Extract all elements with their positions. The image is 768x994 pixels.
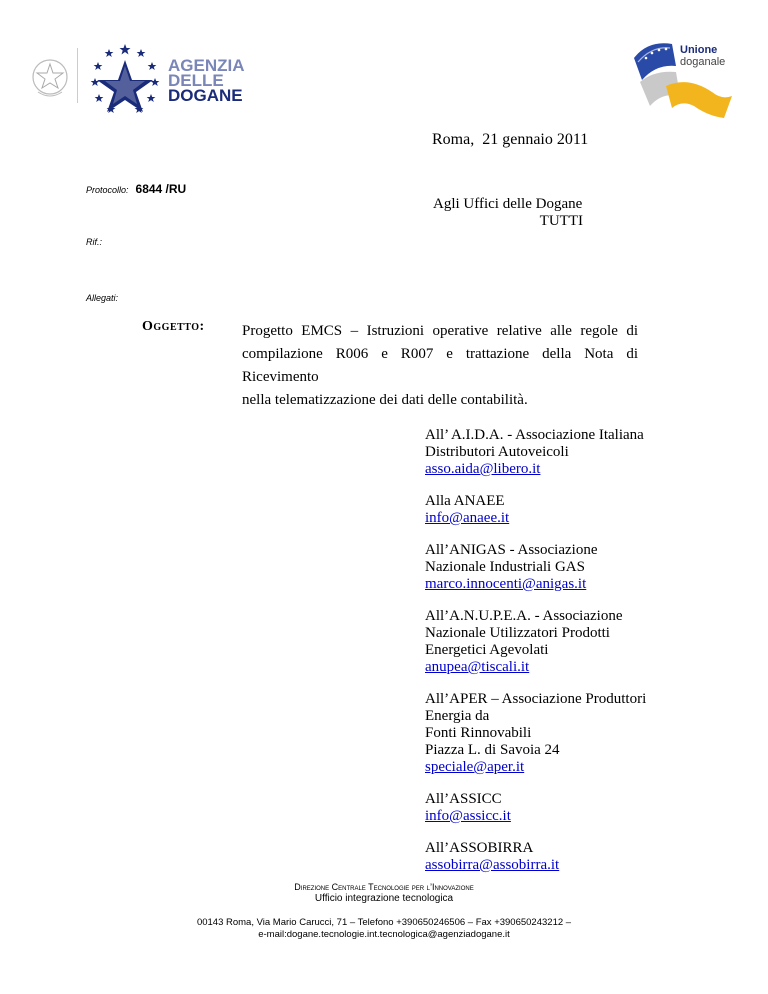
union-logo-line2: doganale: [680, 56, 726, 68]
recipient-email-link[interactable]: anupea@tiscali.it: [425, 659, 530, 675]
recipient-line: Energia da: [425, 708, 490, 724]
subject-line: Progetto EMCS – Istruzioni operative relative alle regole di: [242, 323, 638, 339]
logo-divider: [77, 48, 78, 103]
recipient-line: All’APER – Associazione Produttori: [425, 691, 647, 707]
subject-line: nella telematizzazione dei dati delle contabilità.: [242, 392, 528, 408]
recipient-line: All’ASSICC: [425, 791, 502, 807]
agency-logo-line1: AGENZIA: [168, 56, 245, 75]
recipient-email-link[interactable]: marco.innocenti@anigas.it: [425, 576, 587, 592]
recipient-aper: [425, 691, 685, 776]
recipient-assicc: [425, 791, 685, 825]
recipient-anupea: [425, 608, 685, 676]
recipient-line: All’A.N.U.P.E.A. - Associazione: [425, 608, 623, 624]
subject-line: compilazione R006 e R007 e trattazione della Nota di Ricevimento: [242, 346, 638, 385]
footer-office: Ufficio integrazione tecnologica: [314, 893, 454, 904]
addressee-line1: Agli Uffici delle Dogane: [433, 196, 583, 212]
recipient-email-link[interactable]: asso.aida@libero.it: [425, 461, 541, 477]
recipient-line: Energetici Agevolati: [425, 642, 549, 658]
recipient-email-link[interactable]: info@anaee.it: [425, 510, 510, 526]
recipient-line: Nazionale Utilizzatori Prodotti: [425, 625, 610, 641]
recipient-anaee: [425, 493, 685, 527]
recipient-line: Nazionale Industriali GAS: [425, 559, 585, 575]
place-date: Roma, 21 gennaio 2011: [432, 131, 589, 148]
agency-logo: [30, 40, 250, 115]
footer-address: 00143 Roma, Via Mario Carucci, 71 – Telefono +390650246506 – Fax +390650243212 –: [196, 917, 572, 928]
eu-stars-icon: [85, 40, 165, 115]
recipient-line: Fonti Rinnovabili: [425, 725, 532, 741]
recipient-anigas: [425, 542, 685, 593]
subject-text: [242, 320, 638, 412]
republic-emblem-icon: [30, 52, 70, 102]
protocol-value: 6844 /RU: [135, 182, 187, 196]
recipient-line: Distributori Autoveicoli: [425, 444, 569, 460]
rif-label: Rif.:: [86, 237, 103, 247]
protocol-label: Protocollo:: [86, 185, 129, 195]
recipient-email-link[interactable]: assobirra@assobirra.it: [425, 857, 560, 873]
protocol: [86, 180, 186, 198]
recipient-line: All’ANIGAS - Associazione: [425, 542, 598, 558]
allegati-label: Allegati:: [86, 293, 119, 303]
union-logo: [628, 36, 748, 118]
recipient-aida: [425, 427, 685, 478]
recipient-line: All’ASSOBIRRA: [425, 840, 534, 856]
addressee: [433, 196, 583, 230]
recipient-assobirra: [425, 840, 685, 874]
footer: [0, 882, 768, 941]
footer-email[interactable]: e-mail:dogane.tecnologie.int.tecnologica@agenziadogane.it: [258, 929, 510, 940]
recipient-line: All’ A.I.D.A. - Associazione Italiana: [425, 427, 644, 443]
agency-logo-line2: DELLE: [168, 71, 224, 90]
subject-label: Oggetto:: [142, 319, 205, 334]
recipient-email-link[interactable]: info@assicc.it: [425, 808, 511, 824]
footer-direction: Direzione Centrale Tecnologie per l’Innovazione: [294, 882, 474, 892]
agency-logo-line3: DOGANE: [168, 86, 243, 105]
addressee-line2: TUTTI: [539, 213, 583, 229]
union-logo-line1: Unione: [680, 44, 718, 56]
recipient-email-link[interactable]: speciale@aper.it: [425, 759, 525, 775]
recipient-line: Alla ANAEE: [425, 493, 505, 509]
recipient-list: [425, 427, 685, 889]
recipient-line: Piazza L. di Savoia 24: [425, 742, 560, 758]
